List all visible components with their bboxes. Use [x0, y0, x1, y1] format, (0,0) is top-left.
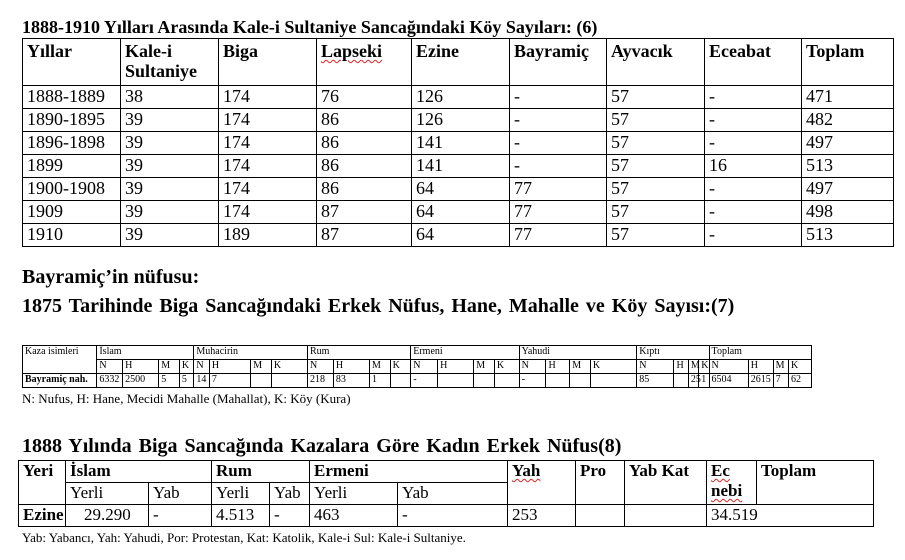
table-cell: 1 [369, 374, 390, 388]
col-header: Kaza isimleri [23, 346, 97, 374]
col-header: Yab Kat [625, 461, 707, 505]
col-subheader: N [411, 360, 438, 374]
table-cell: 174 [219, 86, 317, 109]
col-header: Ec nebi [707, 461, 757, 505]
table-row [23, 132, 894, 155]
table-cell: 1896-1898 [23, 132, 121, 155]
table-cell: 126 [412, 86, 510, 109]
section2-subheading: 1875 Tarihinde Biga Sancağındaki Erkek Nüfus, Hane, Mahalle ve Köy Sayısı:(7) [22, 295, 735, 317]
col-header: Muhacirin [194, 346, 308, 360]
col-header: İslam [66, 461, 212, 483]
col-subheader: H [209, 360, 250, 374]
table-cell: - [510, 109, 607, 132]
col-subheader: Yab [270, 483, 310, 505]
table-cell: 497 [802, 178, 894, 201]
table-cell: 39 [121, 155, 219, 178]
cell-yah: 253 [508, 505, 576, 527]
col-subheader: K [789, 360, 812, 374]
col-subheader: Yerli [310, 483, 398, 505]
table-cell [546, 374, 570, 388]
table-cell: 482 [802, 109, 894, 132]
table-cell: 513 [802, 155, 894, 178]
col-header: Yeri [19, 461, 66, 505]
table-cell: - [705, 178, 802, 201]
table-cell: 6332 [97, 374, 123, 388]
table3-legend: Yab: Yabancı, Yah: Yahudi, Por: Protestan, Kat: Katolik, Kale-i Sul: Kale-i Sultaniye. [22, 530, 466, 545]
table-cell: - [705, 224, 802, 247]
table2-legend: N: Nufus, H: Hane, Mecidi Mahalle (Mahallat), K: Köy (Kura) [22, 391, 351, 406]
table-cell: 1910 [23, 224, 121, 247]
col-header: Bayramiç [510, 39, 607, 86]
table-cell: 77 [510, 178, 607, 201]
col-subheader: N [97, 360, 123, 374]
col-header: İslam [97, 346, 194, 360]
table-cell: 2615 [748, 374, 773, 388]
table-cell: 39 [121, 109, 219, 132]
table-subheader-row [23, 360, 812, 374]
table-header-row [23, 39, 894, 86]
col-header: Toplam [802, 39, 894, 86]
table-cell: 7 [209, 374, 250, 388]
col-subheader: M [369, 360, 390, 374]
table-cell [251, 374, 272, 388]
table-cell: 14 [194, 374, 209, 388]
col-subheader: H [674, 360, 688, 374]
table-cell: 1909 [23, 201, 121, 224]
cell-islam-yerli: 29.290 [66, 505, 149, 527]
col-subheader: Yerli [212, 483, 270, 505]
col-subheader: Yab [398, 483, 508, 505]
col-header: Pro [576, 461, 625, 505]
col-subheader: K [699, 360, 709, 374]
table-cell: 141 [412, 132, 510, 155]
table-cell: - [705, 86, 802, 109]
table-cell: 86 [317, 178, 412, 201]
col-header: Eceabat [705, 39, 802, 86]
table-cell: 87 [317, 224, 412, 247]
table-cell: 174 [219, 132, 317, 155]
table-row [19, 505, 874, 527]
table-cell: 513 [802, 224, 894, 247]
col-subheader: Yab [149, 483, 212, 505]
village-count-table [22, 38, 894, 247]
table-cell: 174 [219, 109, 317, 132]
table-cell: 1899 [23, 155, 121, 178]
col-subheader: H [438, 360, 474, 374]
table-row [23, 224, 894, 247]
table-cell: 1900-1908 [23, 178, 121, 201]
table-cell: - [510, 132, 607, 155]
col-subheader: H [333, 360, 369, 374]
table-row [23, 86, 894, 109]
table-cell [271, 374, 307, 388]
col-header: Ermeni [310, 461, 508, 483]
table-row [23, 178, 894, 201]
row-label: Bayramiç nah. [23, 374, 97, 388]
col-subheader: H [546, 360, 570, 374]
table-cell: - [705, 132, 802, 155]
cell-rum-yerli: 4.513 [212, 505, 270, 527]
col-subheader: M [773, 360, 788, 374]
col-subheader: M [159, 360, 180, 374]
table-cell: 86 [317, 132, 412, 155]
col-header: Kale-i Sultaniye [121, 39, 219, 86]
table-cell: 25 [688, 374, 698, 388]
table-cell: 174 [219, 155, 317, 178]
table-cell: 5 [159, 374, 180, 388]
table-cell: - [705, 201, 802, 224]
table-cell: 1890-1895 [23, 109, 121, 132]
col-subheader: K [494, 360, 519, 374]
table-cell: 39 [121, 224, 219, 247]
col-header: Ezine [412, 39, 510, 86]
table-cell: 57 [607, 109, 705, 132]
col-subheader: N [519, 360, 546, 374]
col-subheader: M [688, 360, 698, 374]
table-cell: 62 [789, 374, 812, 388]
table-cell: 57 [607, 224, 705, 247]
table-cell: 5 [179, 374, 193, 388]
row-place: Ezine [19, 505, 66, 527]
col-subheader: M [251, 360, 272, 374]
table-row [23, 201, 894, 224]
table-cell: 39 [121, 132, 219, 155]
col-subheader: M [570, 360, 591, 374]
table-cell: 64 [412, 224, 510, 247]
col-header: Rum [212, 461, 310, 483]
col-subheader: N [709, 360, 748, 374]
section3-heading: 1888 Yılında Biga Sancağında Kazalara Göre Kadın Erkek Nüfus(8) [22, 435, 622, 457]
table-cell: 87 [317, 201, 412, 224]
col-header: Yıllar [23, 39, 121, 86]
table-cell: 77 [510, 224, 607, 247]
col-header: Yah [508, 461, 576, 505]
table-cell: - [705, 109, 802, 132]
table-cell: 174 [219, 201, 317, 224]
table-cell: 39 [121, 178, 219, 201]
table-cell: 7 [773, 374, 788, 388]
table-cell: 1 [699, 374, 709, 388]
table-cell: 174 [219, 178, 317, 201]
table-cell: 189 [219, 224, 317, 247]
table-cell: 498 [802, 201, 894, 224]
table-cell: - [510, 86, 607, 109]
col-subheader: Yerli [66, 483, 149, 505]
table-cell: 57 [607, 178, 705, 201]
table-cell: 16 [705, 155, 802, 178]
section2-heading: Bayramiç’in nüfusu: [22, 266, 200, 288]
col-subheader: H [748, 360, 773, 374]
table-cell: 64 [412, 178, 510, 201]
table-row [23, 374, 812, 388]
table-cell: - [411, 374, 438, 388]
col-header: Biga [219, 39, 317, 86]
table-cell: 2500 [123, 374, 159, 388]
table-row [23, 155, 894, 178]
population-1888-table [18, 460, 874, 527]
col-header: Lapseki [317, 39, 412, 86]
table-cell: 86 [317, 155, 412, 178]
col-subheader: K [390, 360, 411, 374]
table-cell: - [510, 155, 607, 178]
col-subheader: N [194, 360, 209, 374]
table-cell: 57 [607, 201, 705, 224]
table-cell: - [519, 374, 546, 388]
col-header: Kıptı [637, 346, 709, 360]
table-cell: 1888-1889 [23, 86, 121, 109]
col-subheader: K [179, 360, 193, 374]
table-cell: 126 [412, 109, 510, 132]
col-subheader: M [474, 360, 495, 374]
table-cell: 38 [121, 86, 219, 109]
cell-rum-yab: - [270, 505, 310, 527]
table-header-row [23, 346, 812, 360]
col-subheader: K [590, 360, 636, 374]
table-cell: 86 [317, 109, 412, 132]
table-cell: 57 [607, 132, 705, 155]
table-cell [474, 374, 495, 388]
table-cell: 6504 [709, 374, 748, 388]
population-1875-table [22, 345, 812, 388]
cell-pro [576, 505, 625, 527]
col-header: Yahudi [519, 346, 637, 360]
table-cell: 64 [412, 201, 510, 224]
table-cell: 77 [510, 201, 607, 224]
table-cell [390, 374, 411, 388]
cell-ermeni-yerli: 463 [310, 505, 398, 527]
cell-islam-yab: - [149, 505, 212, 527]
cell-ecnebi: 34.519 [707, 505, 874, 527]
col-subheader: H [123, 360, 159, 374]
table-cell [438, 374, 474, 388]
table-cell: 83 [333, 374, 369, 388]
col-header: Toplam [709, 346, 811, 360]
table-cell: 57 [607, 86, 705, 109]
table-cell [494, 374, 519, 388]
cell-yabkat [625, 505, 707, 527]
cell-ermeni-yab: - [398, 505, 508, 527]
col-subheader: N [637, 360, 674, 374]
col-header: Ayvacık [607, 39, 705, 86]
table-cell: 76 [317, 86, 412, 109]
col-subheader: N [308, 360, 334, 374]
table-row [23, 109, 894, 132]
col-header: Toplam [757, 461, 874, 505]
table-cell [570, 374, 591, 388]
table-cell: 141 [412, 155, 510, 178]
col-subheader: K [271, 360, 307, 374]
col-header: Rum [308, 346, 411, 360]
table-cell: 497 [802, 132, 894, 155]
table-cell: 471 [802, 86, 894, 109]
table-header-row [19, 461, 874, 483]
table-cell [590, 374, 636, 388]
col-header: Ermeni [411, 346, 519, 360]
table-cell: 39 [121, 201, 219, 224]
table-cell: 218 [308, 374, 334, 388]
table1-title: 1888-1910 Yılları Arasında Kale-i Sultaniye Sancağındaki Köy Sayıları: (6) [22, 17, 598, 37]
table-cell: 85 [637, 374, 674, 388]
table-cell: 57 [607, 155, 705, 178]
table-cell [674, 374, 688, 388]
